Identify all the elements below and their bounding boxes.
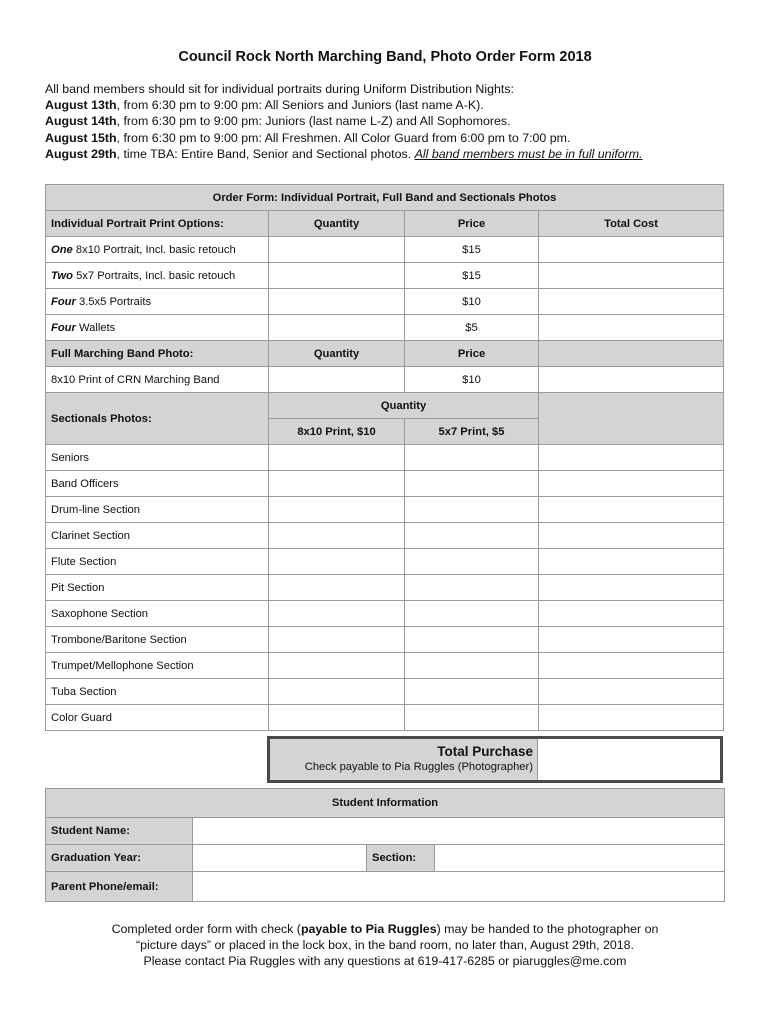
sectional-name: Seniors: [46, 445, 269, 471]
section-field[interactable]: [435, 845, 725, 872]
section-label: Section:: [367, 845, 435, 872]
print-option: [46, 237, 269, 263]
total-cost-header: Total Cost: [539, 211, 724, 237]
full-band-total-field[interactable]: [539, 367, 724, 393]
graduation-year-field[interactable]: [193, 845, 367, 872]
print-option: [46, 289, 269, 315]
sectional-8x10-qty-field[interactable]: [269, 705, 405, 731]
sectional-5x7-qty-field[interactable]: [405, 705, 539, 731]
sectional-total-field[interactable]: [539, 549, 724, 575]
sectional-8x10-qty-field[interactable]: [269, 497, 405, 523]
price-value: $10: [405, 289, 539, 315]
sectional-total-field[interactable]: [539, 627, 724, 653]
student-info-header: Student Information: [46, 789, 725, 818]
sectional-8x10-qty-field[interactable]: [269, 627, 405, 653]
table-row: [46, 471, 724, 497]
sectional-total-field[interactable]: [539, 653, 724, 679]
date-aug-29: August 29th: [45, 146, 117, 161]
intro-line: [45, 130, 745, 146]
sectionals-quantity-header: Quantity: [269, 393, 539, 419]
table-row: [46, 289, 724, 315]
quantity-header: Quantity: [269, 341, 405, 367]
table-row: [46, 705, 724, 731]
print-option-quantity: Four: [51, 295, 76, 308]
print-option-quantity: Two: [51, 269, 73, 282]
sectional-5x7-qty-field[interactable]: [405, 627, 539, 653]
table-row: [46, 497, 724, 523]
footer-text: Completed order form with check (: [111, 922, 301, 936]
quantity-field[interactable]: [269, 237, 405, 263]
quantity-header: Quantity: [269, 211, 405, 237]
price-header: Price: [405, 341, 539, 367]
table-row: [46, 627, 724, 653]
sectional-total-field[interactable]: [539, 497, 724, 523]
sectional-name: Clarinet Section: [46, 523, 269, 549]
total-purchase-field[interactable]: [538, 739, 720, 780]
sectional-name: Saxophone Section: [46, 601, 269, 627]
sectionals-5x7-header: 5x7 Print, $5: [405, 419, 539, 445]
print-option-desc: 8x10 Portrait, Incl. basic retouch: [72, 243, 236, 256]
print-option-desc: Wallets: [75, 321, 116, 334]
date-aug-13: August 13th: [45, 98, 117, 113]
sectional-name: Flute Section: [46, 549, 269, 575]
table-row: [46, 601, 724, 627]
student-name-field[interactable]: [193, 818, 725, 845]
total-purchase-label: Total Purchase: [437, 744, 533, 759]
full-band-desc: 8x10 Print of CRN Marching Band: [46, 367, 269, 393]
sectional-8x10-qty-field[interactable]: [269, 523, 405, 549]
table-row: [46, 445, 724, 471]
student-name-label: Student Name:: [46, 818, 193, 845]
sectional-name: Color Guard: [46, 705, 269, 731]
order-form-header: Order Form: Individual Portrait, Full Band and Sectionals Photos: [46, 185, 724, 211]
date-aug-14-details: , from 6:30 pm to 9:00 pm: Juniors (last name L-Z) and All Sophomores.: [116, 114, 511, 129]
full-band-label: Full Marching Band Photo:: [46, 341, 269, 367]
price-value: $15: [405, 237, 539, 263]
sectional-5x7-qty-field[interactable]: [405, 601, 539, 627]
footer-text: ) may be handed to the photographer on: [436, 922, 659, 936]
full-band-quantity-field[interactable]: [269, 367, 405, 393]
quantity-field[interactable]: [269, 315, 405, 341]
full-band-price: $10: [405, 367, 539, 393]
header-blank-cell: [539, 341, 724, 367]
sectional-total-field[interactable]: [539, 471, 724, 497]
sectional-total-field[interactable]: [539, 523, 724, 549]
sectional-8x10-qty-field[interactable]: [269, 549, 405, 575]
table-row: [46, 263, 724, 289]
sectional-total-field[interactable]: [539, 575, 724, 601]
sectional-name: Tuba Section: [46, 679, 269, 705]
table-row: [46, 523, 724, 549]
table-row: [46, 549, 724, 575]
individual-portrait-label: Individual Portrait Print Options:: [46, 211, 269, 237]
date-aug-14: August 14th: [45, 114, 117, 129]
date-aug-15: August 15th: [45, 130, 117, 145]
student-info-table: [45, 788, 725, 902]
page-title: Council Rock North Marching Band, Photo Order Form 2018: [178, 49, 592, 65]
price-value: $15: [405, 263, 539, 289]
header-blank-cell: [539, 393, 724, 445]
graduation-year-label: Graduation Year:: [46, 845, 193, 872]
total-cost-field[interactable]: [539, 315, 724, 341]
check-payable-note: Check payable to Pia Ruggles (Photographer): [304, 761, 533, 773]
sectional-5x7-qty-field[interactable]: [405, 575, 539, 601]
date-aug-29-details: , time TBA: Entire Band, Senior and Sectional photos.: [116, 146, 415, 161]
sectional-name: Band Officers: [46, 471, 269, 497]
sectional-8x10-qty-field[interactable]: [269, 679, 405, 705]
table-row: [46, 679, 724, 705]
print-option: [46, 315, 269, 341]
order-form-table: [45, 184, 724, 731]
price-header: Price: [405, 211, 539, 237]
quantity-field[interactable]: [269, 289, 405, 315]
total-cost-field[interactable]: [539, 237, 724, 263]
intro-line: All band members should sit for individual portraits during Uniform Distribution Nights:: [45, 82, 514, 96]
footer-line: Please contact Pia Ruggles with any questions at 619-417-6285 or piaruggles@me.com: [143, 954, 627, 968]
print-option-desc: 5x7 Portraits, Incl. basic retouch: [72, 269, 236, 282]
table-row: [46, 653, 724, 679]
total-purchase-box: [267, 736, 723, 783]
table-row: [46, 575, 724, 601]
sectional-5x7-qty-field[interactable]: [405, 549, 539, 575]
uniform-note: All band members must be in full uniform.: [414, 146, 643, 161]
print-option-desc: 3.5x5 Portraits: [75, 295, 152, 308]
sectional-5x7-qty-field[interactable]: [405, 679, 539, 705]
sectional-5x7-qty-field[interactable]: [405, 471, 539, 497]
sectional-name: Drum-line Section: [46, 497, 269, 523]
intro-line: [45, 97, 745, 113]
sectional-total-field[interactable]: [539, 679, 724, 705]
sectional-8x10-qty-field[interactable]: [269, 653, 405, 679]
footer-line: “picture days” or placed in the lock box, in the band room, no later than, August 29th, 2018.: [136, 938, 634, 952]
sectional-5x7-qty-field[interactable]: [405, 523, 539, 549]
quantity-field[interactable]: [269, 263, 405, 289]
sectionals-8x10-header: 8x10 Print, $10: [269, 419, 405, 445]
footer-line: [0, 921, 770, 937]
intro-line: [45, 113, 745, 129]
sectional-8x10-qty-field[interactable]: [269, 471, 405, 497]
payable-to: payable to Pia Ruggles: [300, 922, 437, 936]
sectional-name: Trumpet/Mellophone Section: [46, 653, 269, 679]
parent-contact-label: Parent Phone/email:: [46, 872, 193, 902]
sectional-5x7-qty-field[interactable]: [405, 653, 539, 679]
sectional-total-field[interactable]: [539, 705, 724, 731]
parent-contact-field[interactable]: [193, 872, 725, 902]
sectional-total-field[interactable]: [539, 601, 724, 627]
table-row: [46, 237, 724, 263]
intro-line: [45, 146, 745, 162]
price-value: $5: [405, 315, 539, 341]
sectional-8x10-qty-field[interactable]: [269, 601, 405, 627]
sectional-8x10-qty-field[interactable]: [269, 445, 405, 471]
date-aug-13-details: , from 6:30 pm to 9:00 pm: All Seniors and Juniors (last name A-K).: [116, 98, 484, 113]
intro-text: [45, 81, 745, 162]
sectional-name: Pit Section: [46, 575, 269, 601]
table-row: [46, 315, 724, 341]
total-purchase-label-cell: [270, 739, 538, 780]
sectional-name: Trombone/Baritone Section: [46, 627, 269, 653]
sectional-5x7-qty-field[interactable]: [405, 497, 539, 523]
footer-instructions: [0, 921, 770, 969]
print-option-quantity: One: [51, 243, 73, 256]
sectional-total-field[interactable]: [539, 445, 724, 471]
total-cost-field[interactable]: [539, 289, 724, 315]
sectional-5x7-qty-field[interactable]: [405, 445, 539, 471]
sectionals-label: Sectionals Photos:: [46, 393, 269, 445]
total-cost-field[interactable]: [539, 263, 724, 289]
print-option-quantity: Four: [51, 321, 76, 334]
date-aug-15-details: , from 6:30 pm to 9:00 pm: All Freshmen. All Color Guard from 6:00 pm to 7:00 pm.: [116, 130, 571, 145]
sectional-8x10-qty-field[interactable]: [269, 575, 405, 601]
print-option: [46, 263, 269, 289]
